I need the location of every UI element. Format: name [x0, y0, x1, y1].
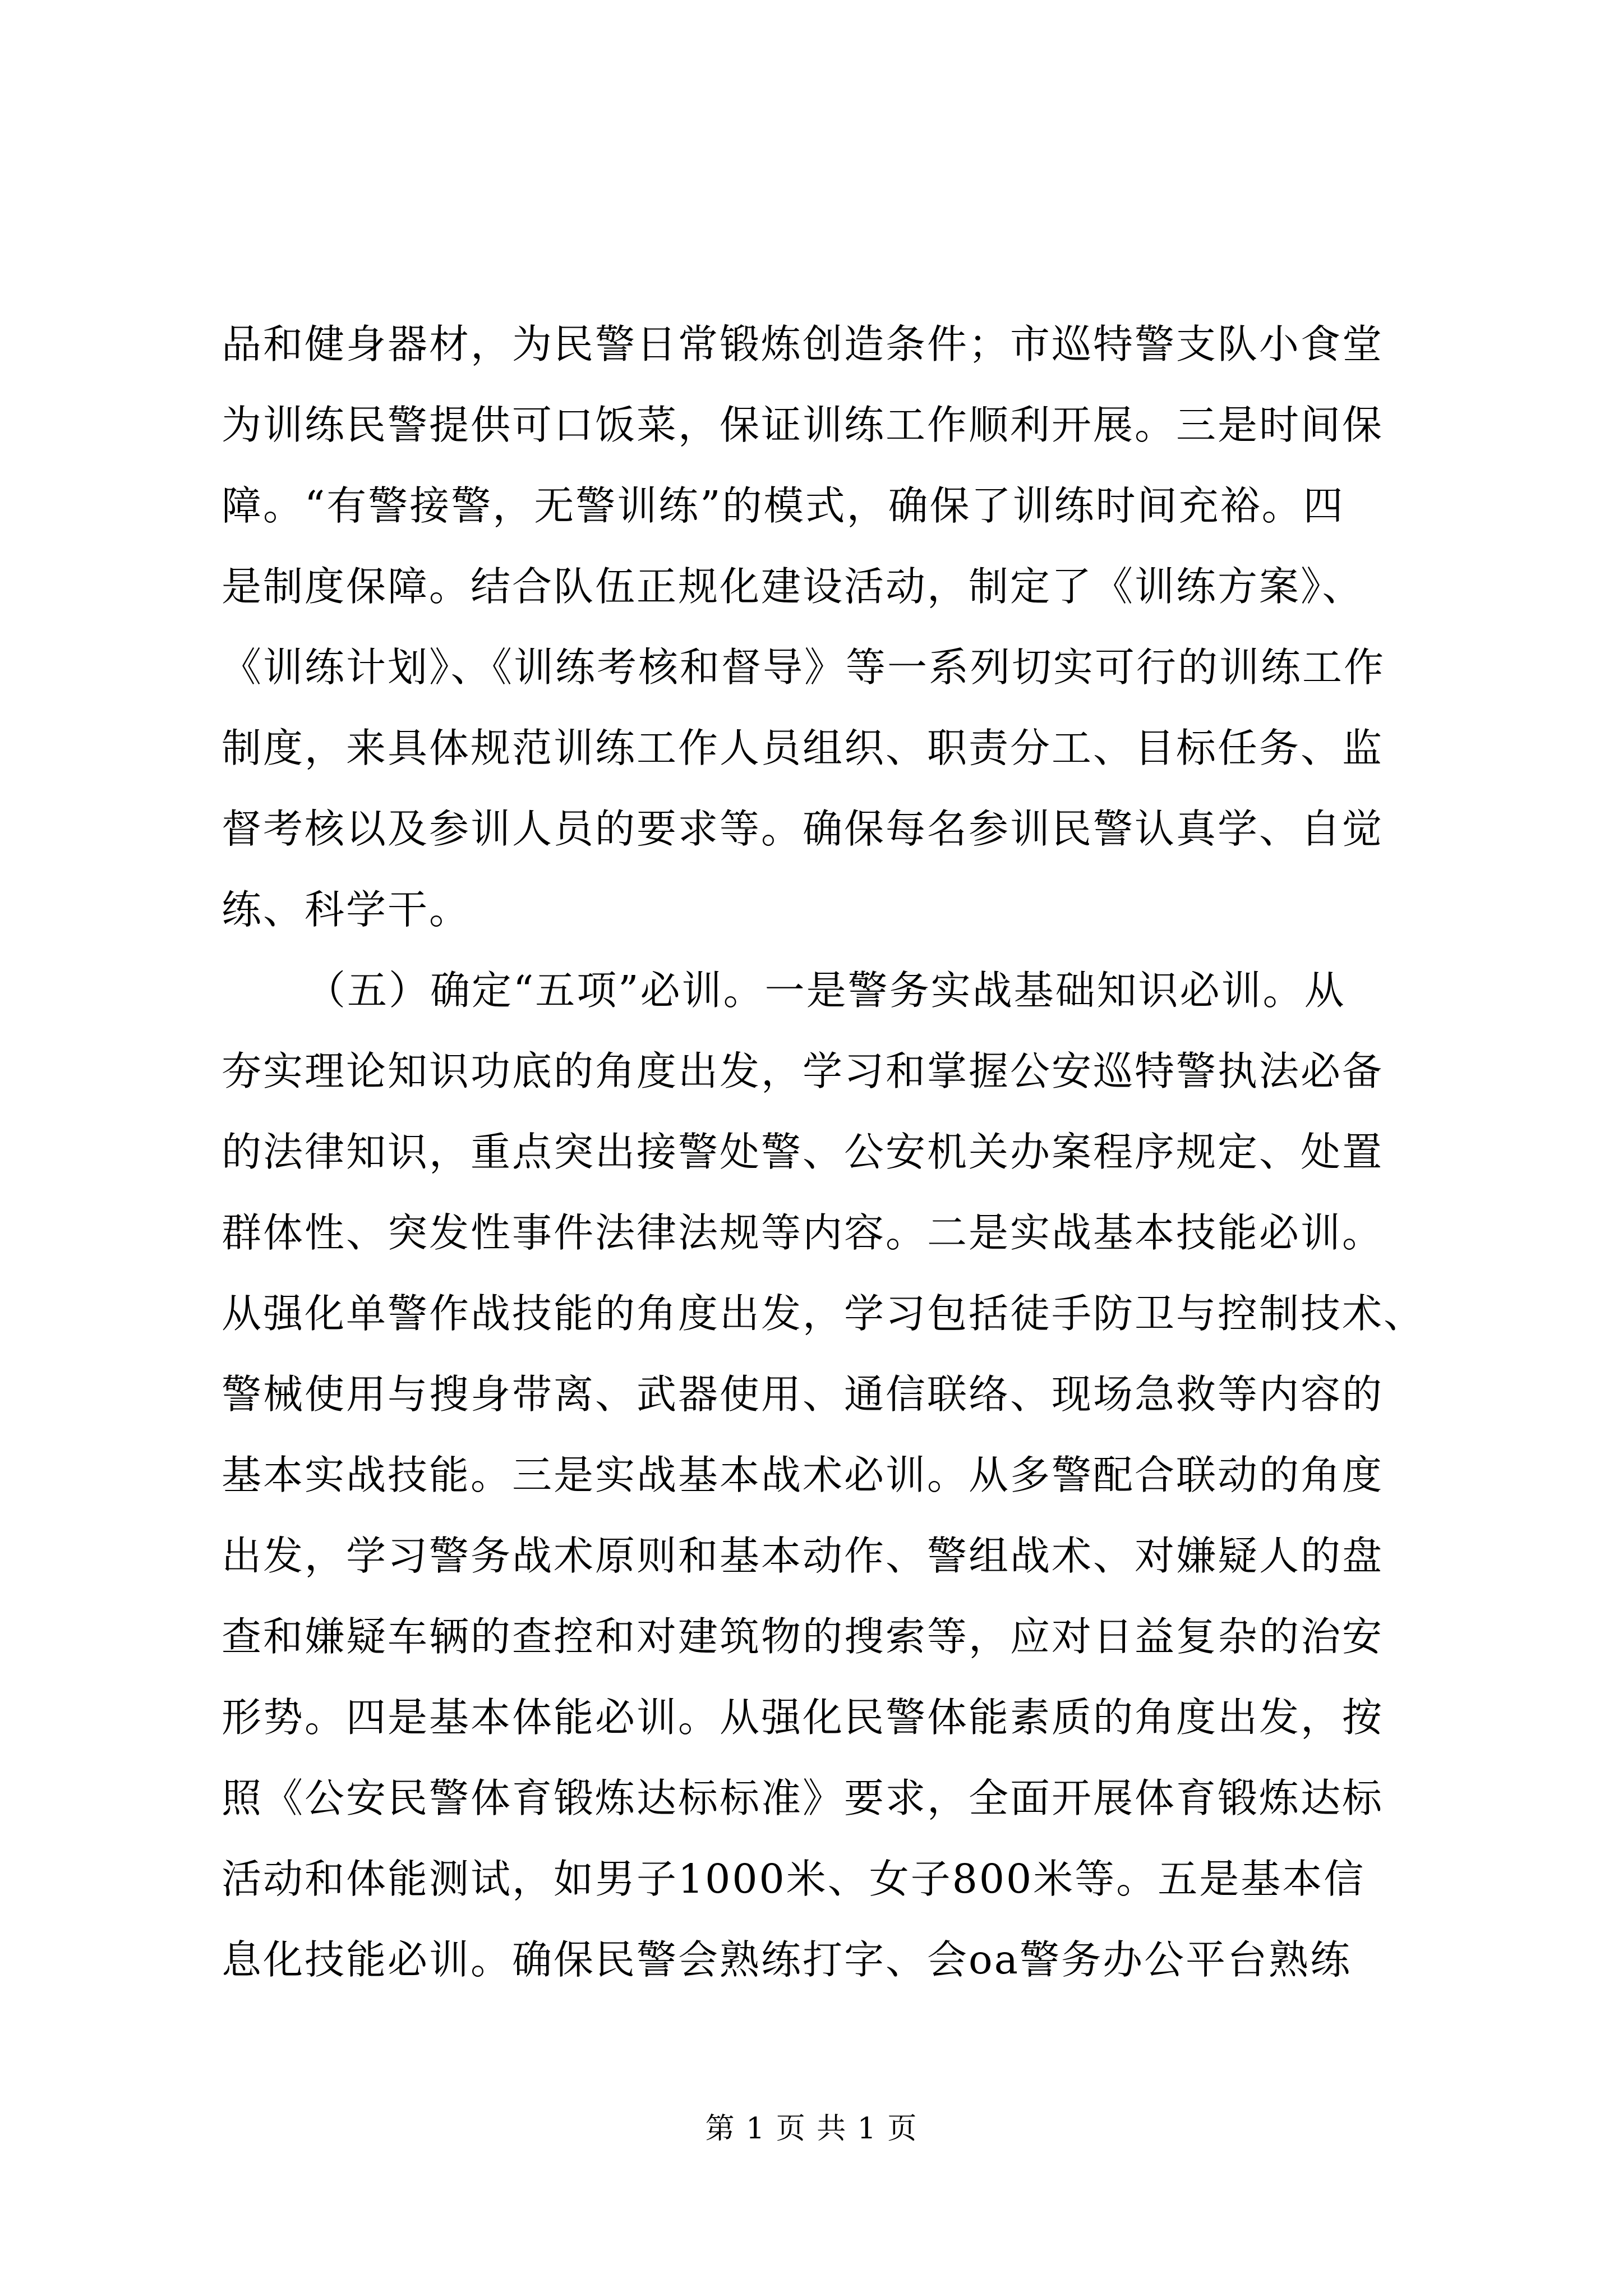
text-line: 出发，学习警务战术原则和基本动作、警组战术、对嫌疑人的盘: [222, 1533, 1384, 1579]
text-line: 是制度保障。结合队伍正规化建设活动，制定了《训练方案》、: [222, 563, 1364, 610]
page-footer: [0, 2109, 1623, 2148]
text-line: 查和嫌疑车辆的查控和对建筑物的搜索等，应对日益复杂的治安: [222, 1613, 1384, 1660]
text-line: 活动和体能测试，如男子1000米、女子800米等。五是基本信: [222, 1856, 1366, 1902]
text-line: 练、科学干。: [222, 886, 471, 933]
text-line: 督考核以及参训人员的要求等。确保每名参训民警认真学、自觉: [222, 806, 1384, 852]
text-line: 从强化单警作战技能的角度出发，学习包括徒手防卫与控制技术、: [222, 1290, 1426, 1337]
text-line: 形势。四是基本体能必训。从强化民警体能素质的角度出发，按: [222, 1694, 1384, 1741]
text-line: 警械使用与搜身带离、武器使用、通信联络、现场急救等内容的: [222, 1371, 1384, 1418]
text-line: 《训练计划》、《训练考核和督导》等一系列切实可行的训练工作: [222, 644, 1386, 691]
text-line: 制度，来具体规范训练工作人员组织、职责分工、目标任务、监: [222, 725, 1384, 771]
text-line: 基本实战技能。三是实战基本战术必训。从多警配合联动的角度: [222, 1452, 1384, 1498]
body-text: [222, 304, 1426, 2000]
text-line: 障。“有警接警，无警训练”的模式，确保了训练时间充裕。四: [222, 482, 1345, 529]
paragraph-start-line: （五）确定“五项”必训。一是警务实战基础知识必训。从: [306, 967, 1346, 1014]
text-line: 照《公安民警体育锻炼达标标准》要求，全面开展体育锻炼达标: [222, 1775, 1384, 1821]
text-line: 的法律知识，重点突出接警处警、公安机关办案程序规定、处置: [222, 1129, 1384, 1175]
text-line: 群体性、突发性事件法律法规等内容。二是实战基本技能必训。: [222, 1209, 1384, 1256]
text-line: 品和健身器材，为民警日常锻炼创造条件；市巡特警支队小食堂: [222, 321, 1384, 367]
text-line: 息化技能必训。确保民警会熟练打字、会oa警务办公平台熟练: [222, 1936, 1352, 1983]
page-number-label: 第 1 页 共 1 页: [705, 2112, 918, 2146]
text-line: 夯实理论知识功底的角度出发，学习和掌握公安巡特警执法必备: [222, 1048, 1384, 1094]
text-line: 为训练民警提供可口饭菜，保证训练工作顺利开展。三是时间保: [222, 402, 1384, 448]
